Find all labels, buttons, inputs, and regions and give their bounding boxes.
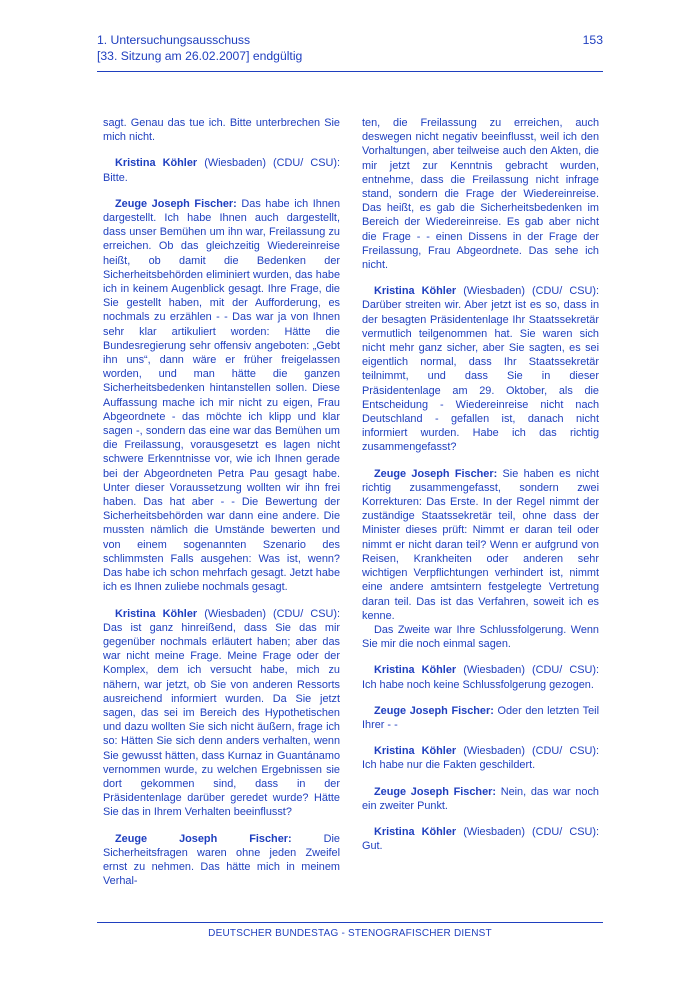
paragraph: Zeuge Joseph Fischer: Nein, das war noch ein zweiter Punkt. <box>362 785 599 812</box>
session-info: [33. Sitzung am 26.02.2007] endgültig <box>97 49 303 63</box>
paragraph: Kristina Köhler (Wiesbaden) (CDU/ CSU): Ich habe nur die Fakten geschildert. <box>362 745 599 772</box>
speaker-name: Zeuge Joseph Fischer: <box>374 704 494 717</box>
speaker-name: Kristina Köhler <box>374 285 457 298</box>
paragraph: Kristina Köhler (Wiesbaden) (CDU/ CSU): Gut. <box>362 825 599 853</box>
speaker-name: Kristina Köhler <box>115 607 198 620</box>
paragraph: Kristina Köhler (Wiesbaden) (CDU/ CSU): Darüber streiten wir. Aber jetzt ist es so, dass in der besagten Präsidentenlage Ihr Staatssekretär vermutlich teilgenommen hat. Sie waren sich nicht mehr ganz sicher, aber Sie sagten, es sei eigentlich normal, dass Ihr Staatssekretär teilnimmt, und dass Sie in dieser Präsidentenlage am 29. Oktober, als die Entscheidung - Wiedereinreise nicht nach Deutschland - gefallen ist, danach nicht informiert wurden. Habe ich das richtig zusammengefasst? <box>362 285 599 454</box>
paragraph: Kristina Köhler (Wiesbaden) (CDU/ CSU): Bitte. <box>103 157 340 184</box>
speaker-name: Kristina Köhler <box>374 664 457 677</box>
footer-divider <box>97 922 603 923</box>
paragraph: Zeuge Joseph Fischer: Die Sicherheitsfragen waren ohne jeden Zweifel ernst zu nehmen. Das hätte mich in meinem Verhal- <box>103 832 340 888</box>
speaker-name: Zeuge Joseph Fischer: <box>115 832 292 845</box>
paragraph: Kristina Köhler (Wiesbaden) (CDU/ CSU): Ich habe noch keine Schlussfolgerung gezogen. <box>362 664 599 691</box>
paragraph: Das Zweite war Ihre Schlussfolgerung. Wenn Sie mir die noch einmal sagen. <box>362 623 599 651</box>
left-column <box>103 116 340 900</box>
paragraph: Zeuge Joseph Fischer: Das habe ich Ihnen dargestellt. Ich habe Ihnen auch dargestellt, dass unser Bemühen um ihn war, Freilassung zu erreichen. Ob das gleichzeitig Wiedereinreise heißt, ob damit die Bedenken der Sicherheitsbehörden eliminiert wurden, das habe ich in keinem Augenblick gesagt. Ihre Frage, die Sie gestellt haben, mit der Aufforderung, es nochmals zu erzählen - - Das war ja von Ihnen sehr klar artikuliert worden: Hätte die Bundesregierung sehr offensiv angeboten: „Gebt ihn uns“, dann wäre er früher freigelassen worden, und man hätte die ganzen Sicherheitsbedenken hintanstellen sollen. Diese Auffassung mache ich mir nicht zu eigen, Frau Abgeordnete - das möchte ich klipp und klar sagen -, sondern das eine war das Bemühen um die Freilassung, vorausgesetzt es lagen nicht schwere Erkenntnisse vor, wie ich Ihnen gerade bei der Abgeordneten Petra Pau gesagt habe. Unter dieser Voraussetzung wollten wir ihn frei haben. Das hat aber - - Die Bewertung der Sicherheitsbehörden war dann eine andere. Die mussten nämlich die Umstände bewerten und von einem sogenannten Szenario des schlimmsten Falls ausgehen: Was ist, wenn? Das habe ich schon mehrfach gesagt. Jetzt habe ich es Ihnen zuliebe nochmals gesagt. <box>103 197 341 594</box>
paragraph: sagt. Genau das tue ich. Bitte unterbrechen Sie mich nicht. <box>103 117 340 144</box>
speaker-name: Kristina Köhler <box>115 157 198 170</box>
committee-title: 1. Untersuchungsausschuss <box>97 33 251 47</box>
right-column <box>362 116 599 865</box>
header-divider <box>97 71 603 72</box>
speaker-name: Zeuge Joseph Fischer: <box>374 467 498 480</box>
paragraph: Zeuge Joseph Fischer: Oder den letzten Teil Ihrer - - <box>362 704 599 731</box>
paragraph: Zeuge Joseph Fischer: Sie haben es nicht richtig zusammengefasst, sondern zwei Korrekturen: Das Erste. In der Regel nimmt der zuständige Staatssekretär teil, ohne dass der Minister dieses prüft: Nimmt er daran teil oder nimmt er nicht daran teil? Wenn er aufgrund von Reisen, Krankheiten oder anderen sehr wichtigen Verpflichtungen verhindert ist, nimmt eine andere amtsintern festgelegte Vertretung daran teil. Das ist das Verfahren, soweit ich es kenne. <box>362 467 599 622</box>
paragraph: Kristina Köhler (Wiesbaden) (CDU/ CSU): Das ist ganz hinreißend, dass Sie das mir gegenüber nochmals erläutert haben; aber das war nicht meine Frage. Meine Frage oder der Komplex, dem ich versucht habe, mich zu nähern, war jetzt, ob Sie von anderen Ressorts ausreichend informiert wurden. Da Sie jetzt sagen, das sei im Bereich des Hypothetischen und dazu wollten Sie sich nicht äußern, frage ich so: Hätten Sie sich denn anders verhalten, wenn Sie gewusst hätten, dass Kurnaz in Guantánamo vernommen wurde, zu welchen Ergebnissen sie dort gekommen sind, dass in der Präsidentenlage darüber geredet wurde? Hätte Sie das in Ihrem Verhalten beeinflusst? <box>103 607 340 819</box>
page-footer: DEUTSCHER BUNDESTAG - STENOGRAFISCHER DIENST <box>208 928 492 939</box>
page-header <box>97 32 603 64</box>
speaker-name: Zeuge Joseph Fischer: <box>115 197 237 210</box>
page-number: 153 <box>582 33 603 47</box>
speaker-name: Zeuge Joseph Fischer: <box>374 785 496 798</box>
speaker-name: Kristina Köhler <box>374 825 457 838</box>
paragraph: ten, die Freilassung zu erreichen, auch deswegen nicht negativ beeinflusst, weil ich den Vorhaltungen, aber teilweise auch den Akten, die mir jetzt zur Kenntnis gebracht wurden, entnehme, dass die Freilassung nicht infrage stand, sondern die Frage der Wiedereinreise. Das heißt, es gab die Sicherheitsbedenken im Bereich der Wiedereinreise. Es gab aber nicht die Frage - - einen Dissens in der Frage der Freilassung, Frau Abgeordnete. Das sehe ich nicht. <box>362 117 599 272</box>
speaker-name: Kristina Köhler <box>374 745 457 758</box>
